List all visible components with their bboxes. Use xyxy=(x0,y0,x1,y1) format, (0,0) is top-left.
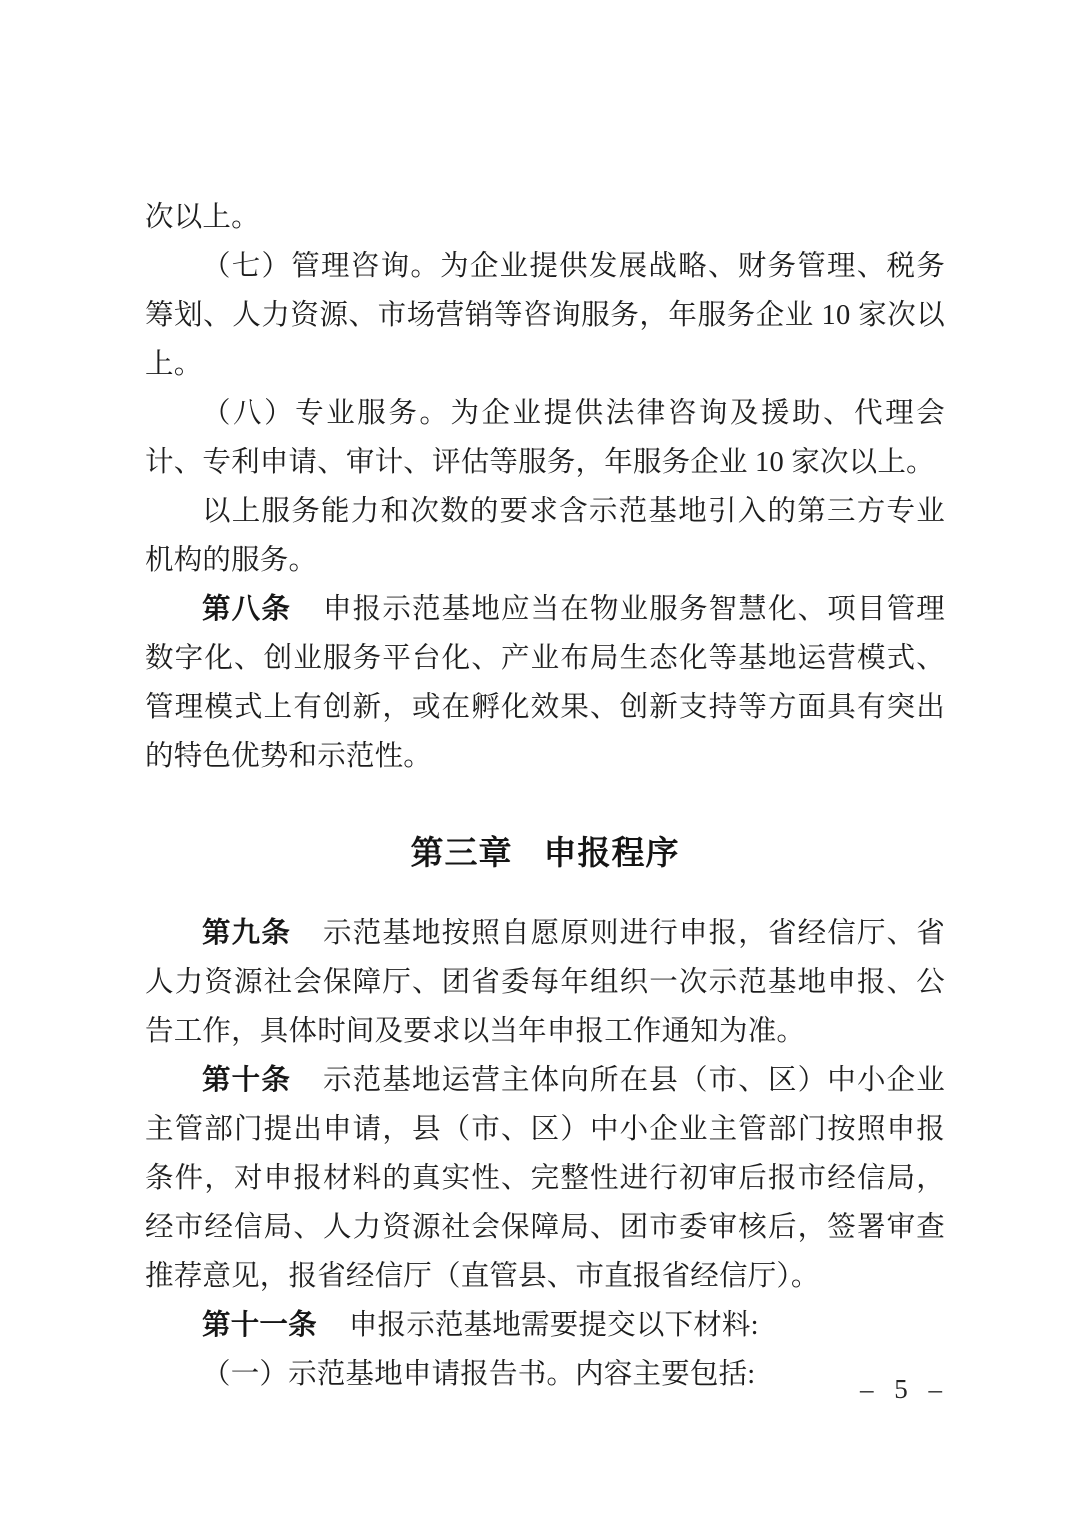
chapter-number: 第三章 xyxy=(410,834,513,871)
document-body xyxy=(145,193,945,1399)
paragraph-article-11 xyxy=(145,1301,945,1350)
article-8-text: 申报示范基地应当在物业服务智慧化、项目管理数字化、创业服务平台化、产业布局生态化等基地运营模式、管理模式上有创新，或在孵化效果、创新支持等方面具有突出的特色优势和示范性。 xyxy=(145,594,945,772)
article-11-number: 第十一条 xyxy=(202,1309,317,1341)
paragraph-article-10 xyxy=(145,1056,945,1301)
paragraph-service-note: 以上服务能力和次数的要求含示范基地引入的第三方专业机构的服务。 xyxy=(145,496,945,576)
article-9-number: 第九条 xyxy=(202,917,291,949)
article-11-text: 申报示范基地需要提交以下材料: xyxy=(348,1310,759,1341)
article-9-text: 示范基地按照自愿原则进行申报，省经信厅、省人力资源社会保障厅、团省委每年组织一次示范基地申报、公告工作，具体时间及要求以当年申报工作通知为准。 xyxy=(145,918,945,1047)
article-10-text: 示范基地运营主体向所在县（市、区）中小企业主管部门提出申请，县（市、区）中小企业主管部门按照申报条件，对申报材料的真实性、完整性进行初审后报市经信局，经市经信局、人力资源社会保障局、团市委审核后，签署审查推荐意见，报省经信厅（直管县、市直报省经信厅）。 xyxy=(145,1065,945,1292)
chapter-title: 申报程序 xyxy=(543,834,680,871)
article-10-number: 第十条 xyxy=(202,1064,291,1096)
article-8-number: 第八条 xyxy=(202,593,291,625)
paragraph-article-8 xyxy=(145,585,945,781)
paragraph-item-8: （八）专业服务。为企业提供法律咨询及援助、代理会计、专利申请、审计、评估等服务，年服务企业 10 家次以上。 xyxy=(145,398,945,478)
paragraph-item-7: （七）管理咨询。为企业提供发展战略、财务管理、税务筹划、人力资源、市场营销等咨询服务，年服务企业 10 家次以上。 xyxy=(145,251,945,380)
paragraph-article-9 xyxy=(145,909,945,1056)
paragraph-item-1: （一）示范基地申请报告书。内容主要包括: xyxy=(202,1359,756,1390)
chapter-heading xyxy=(145,828,945,877)
paragraph-continuation: 次以上。 xyxy=(145,202,260,233)
page-number: – 5 – xyxy=(860,1374,945,1404)
